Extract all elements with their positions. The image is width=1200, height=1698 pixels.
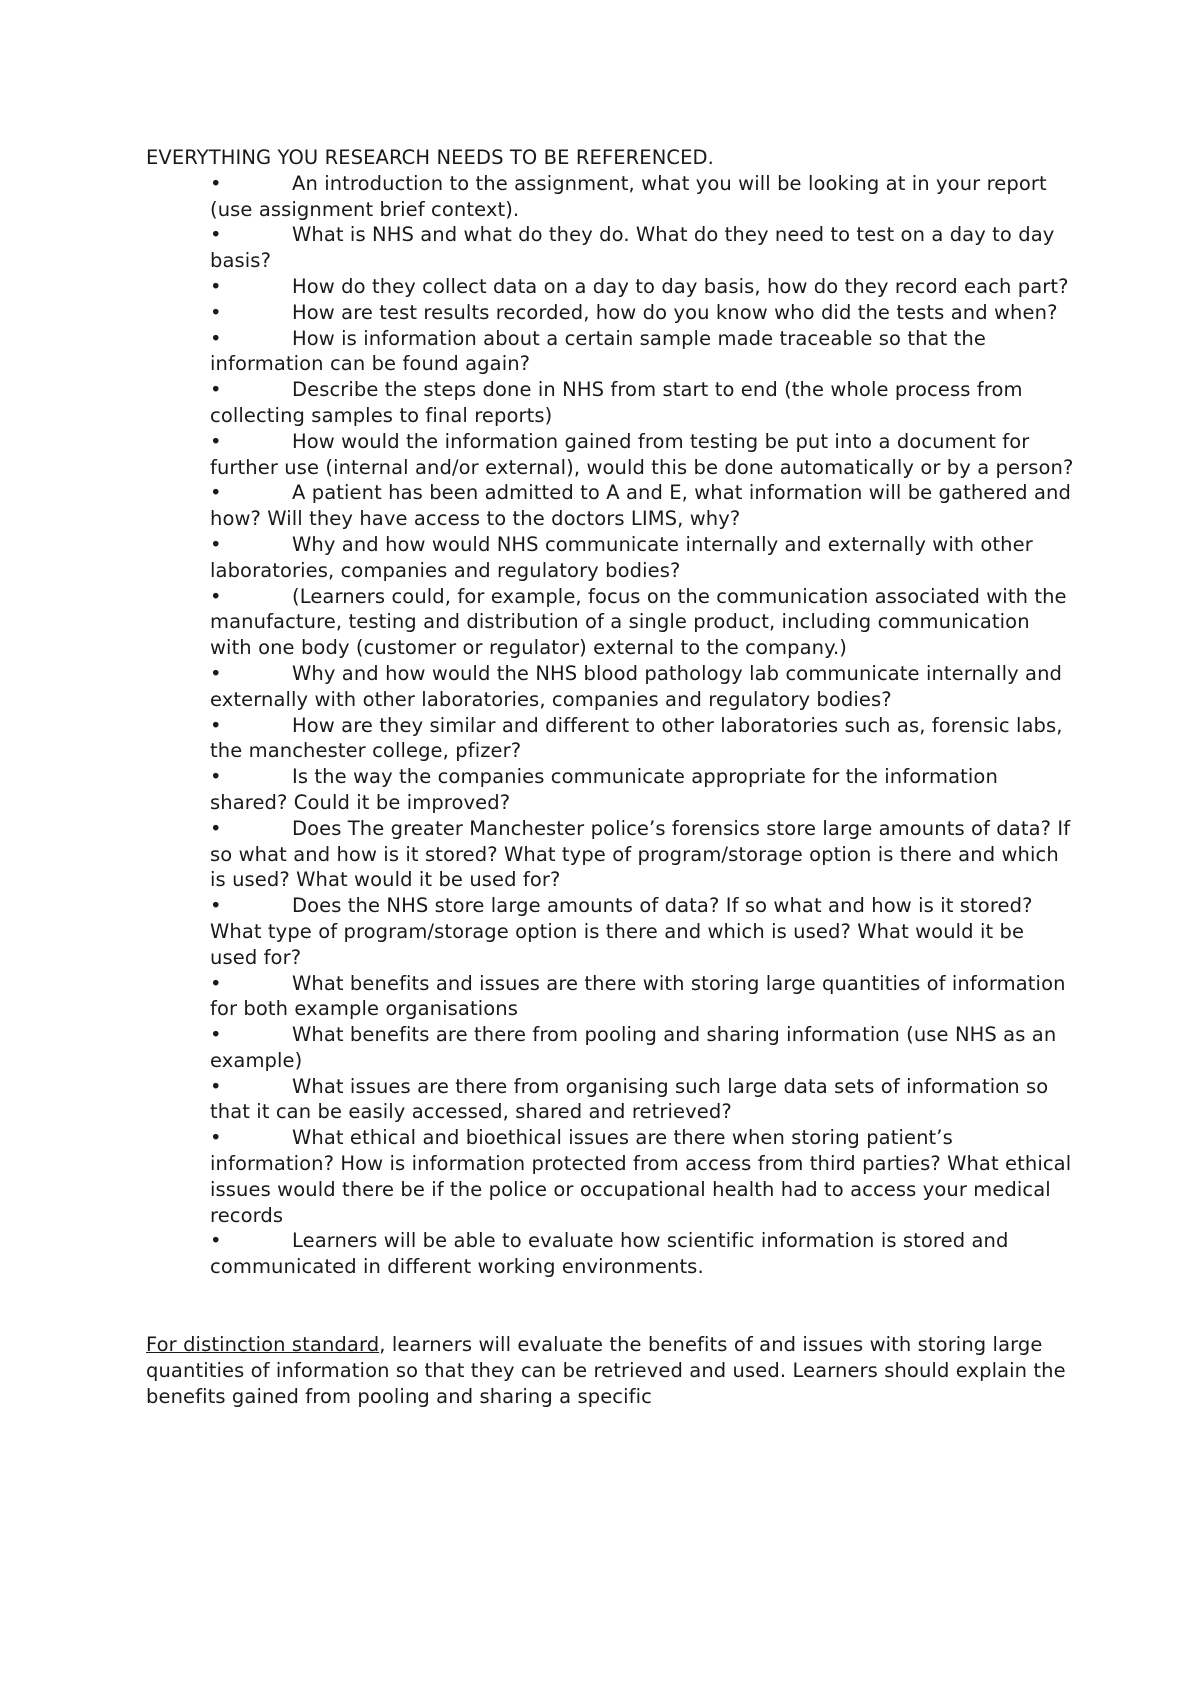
closing-paragraph — [146, 1332, 1076, 1409]
list-item — [210, 429, 1076, 481]
bullet-list — [146, 171, 1076, 1280]
bullet-icon: • — [210, 661, 222, 685]
bullet-icon: • — [210, 1023, 222, 1047]
list-item — [210, 1228, 1076, 1280]
list-item — [210, 274, 1076, 300]
list-item — [210, 222, 1076, 274]
list-item — [210, 171, 1076, 223]
distinction-standard-link-text: For distinction standard — [146, 1333, 380, 1357]
bullet-text: How is information about a certain sample made traceable so that the information can be found again? — [210, 326, 986, 376]
bullet-icon: • — [210, 171, 222, 195]
bullet-icon: • — [210, 274, 222, 298]
bullet-text: How are test results recorded, how do you know who did the tests and when? — [292, 300, 1058, 324]
bullet-icon: • — [210, 816, 222, 840]
bullet-text: How do they collect data on a day to day basis, how do they record each part? — [292, 274, 1069, 298]
bullet-text: What benefits and issues are there with storing large quantities of information for both example organisations — [210, 971, 1066, 1021]
list-item — [210, 1074, 1076, 1126]
bullet-text: What ethical and bioethical issues are there when storing patient’s information? How is information protected from access from third parties? What ethical issues would there be if the police or occupational health had to access your medical records — [210, 1126, 1072, 1227]
bullet-text: (Learners could, for example, focus on the communication associated with the manufacture, testing and distribution of a single product, including communication with one body (customer or regulator) external to the company.) — [210, 584, 1067, 660]
bullet-text: What is NHS and what do they do. What do they need to test on a day to day basis? — [210, 223, 1055, 273]
bullet-text: Why and how would the NHS blood pathology lab communicate internally and externally with other laboratories, companies and regulatory bodies? — [210, 661, 1063, 711]
list-item — [210, 377, 1076, 429]
list-item — [210, 532, 1076, 584]
bullet-icon: • — [210, 326, 222, 350]
list-item — [210, 713, 1076, 765]
bullet-text: What issues are there from organising such large data sets of information so that it can be easily accessed, shared and retrieved? — [210, 1074, 1049, 1124]
bullet-icon: • — [210, 1126, 222, 1150]
bullet-icon: • — [210, 1229, 222, 1253]
bullet-icon: • — [210, 894, 222, 918]
list-item — [210, 971, 1076, 1023]
bullet-text: How are they similar and different to other laboratories such as, forensic labs, the manchester college, pfizer? — [210, 713, 1063, 763]
bullet-text: Describe the steps done in NHS from start to end (the whole process from collecting samples to final reports) — [210, 378, 1023, 427]
list-item — [210, 893, 1076, 970]
bullet-icon: • — [210, 223, 222, 247]
list-item — [210, 584, 1076, 661]
list-item — [210, 480, 1076, 532]
bullet-icon: • — [210, 429, 222, 453]
bullet-icon: • — [210, 300, 222, 324]
list-item — [210, 326, 1076, 378]
bullet-text: How would the information gained from testing be put into a document for further use (internal and/or external), would this be done automatically or by a person? — [210, 429, 1074, 479]
bullet-icon: • — [210, 765, 222, 789]
bullet-text: Is the way the companies communicate appropriate for the information shared? Could it be improved? — [210, 765, 998, 814]
list-item — [210, 300, 1076, 326]
closing-paragraph-text: , learners will evaluate the benefits of and issues with storing large quantities of information so that they can be retrieved and used. Learners should explain the benefits gained from pooling and sharing a specific — [146, 1333, 1066, 1408]
list-item — [210, 1125, 1076, 1228]
list-item — [210, 1022, 1076, 1074]
list-item — [210, 816, 1076, 893]
bullet-text: What benefits are there from pooling and sharing information (use NHS as an example) — [210, 1023, 1057, 1072]
bullet-icon: • — [210, 378, 222, 402]
document-body — [146, 145, 1076, 1409]
bullet-text: Learners will be able to evaluate how scientific information is stored and communicated in different working environments. — [210, 1229, 1009, 1279]
bullet-text: Why and how would NHS communicate internally and externally with other laboratories, companies and regulatory bodies? — [210, 532, 1033, 582]
bullet-text: An introduction to the assignment, what you will be looking at in your report (use assignment brief context). — [210, 171, 1047, 221]
paragraph-gap — [146, 1280, 1076, 1332]
list-item — [210, 764, 1076, 816]
bullet-icon: • — [210, 1074, 222, 1098]
bullet-icon: • — [210, 971, 222, 995]
bullet-text: A patient has been admitted to A and E, what information will be gathered and how? Will they have access to the doctors LIMS, why? — [210, 481, 1071, 531]
document-heading: EVERYTHING YOU RESEARCH NEEDS TO BE REFERENCED. — [146, 146, 714, 169]
bullet-icon: • — [210, 532, 222, 556]
bullet-text: Does The greater Manchester police’s forensics store large amounts of data? If so what and how is it stored? What type of program/storage option is there and which is used? What would it be used for? — [210, 816, 1071, 892]
bullet-text: Does the NHS store large amounts of data? If so what and how is it stored? What type of program/storage option is there and which is used? What would it be used for? — [210, 894, 1033, 969]
list-item — [210, 661, 1076, 713]
bullet-icon: • — [210, 713, 222, 737]
bullet-icon: • — [210, 481, 222, 505]
bullet-icon: • — [210, 584, 222, 608]
